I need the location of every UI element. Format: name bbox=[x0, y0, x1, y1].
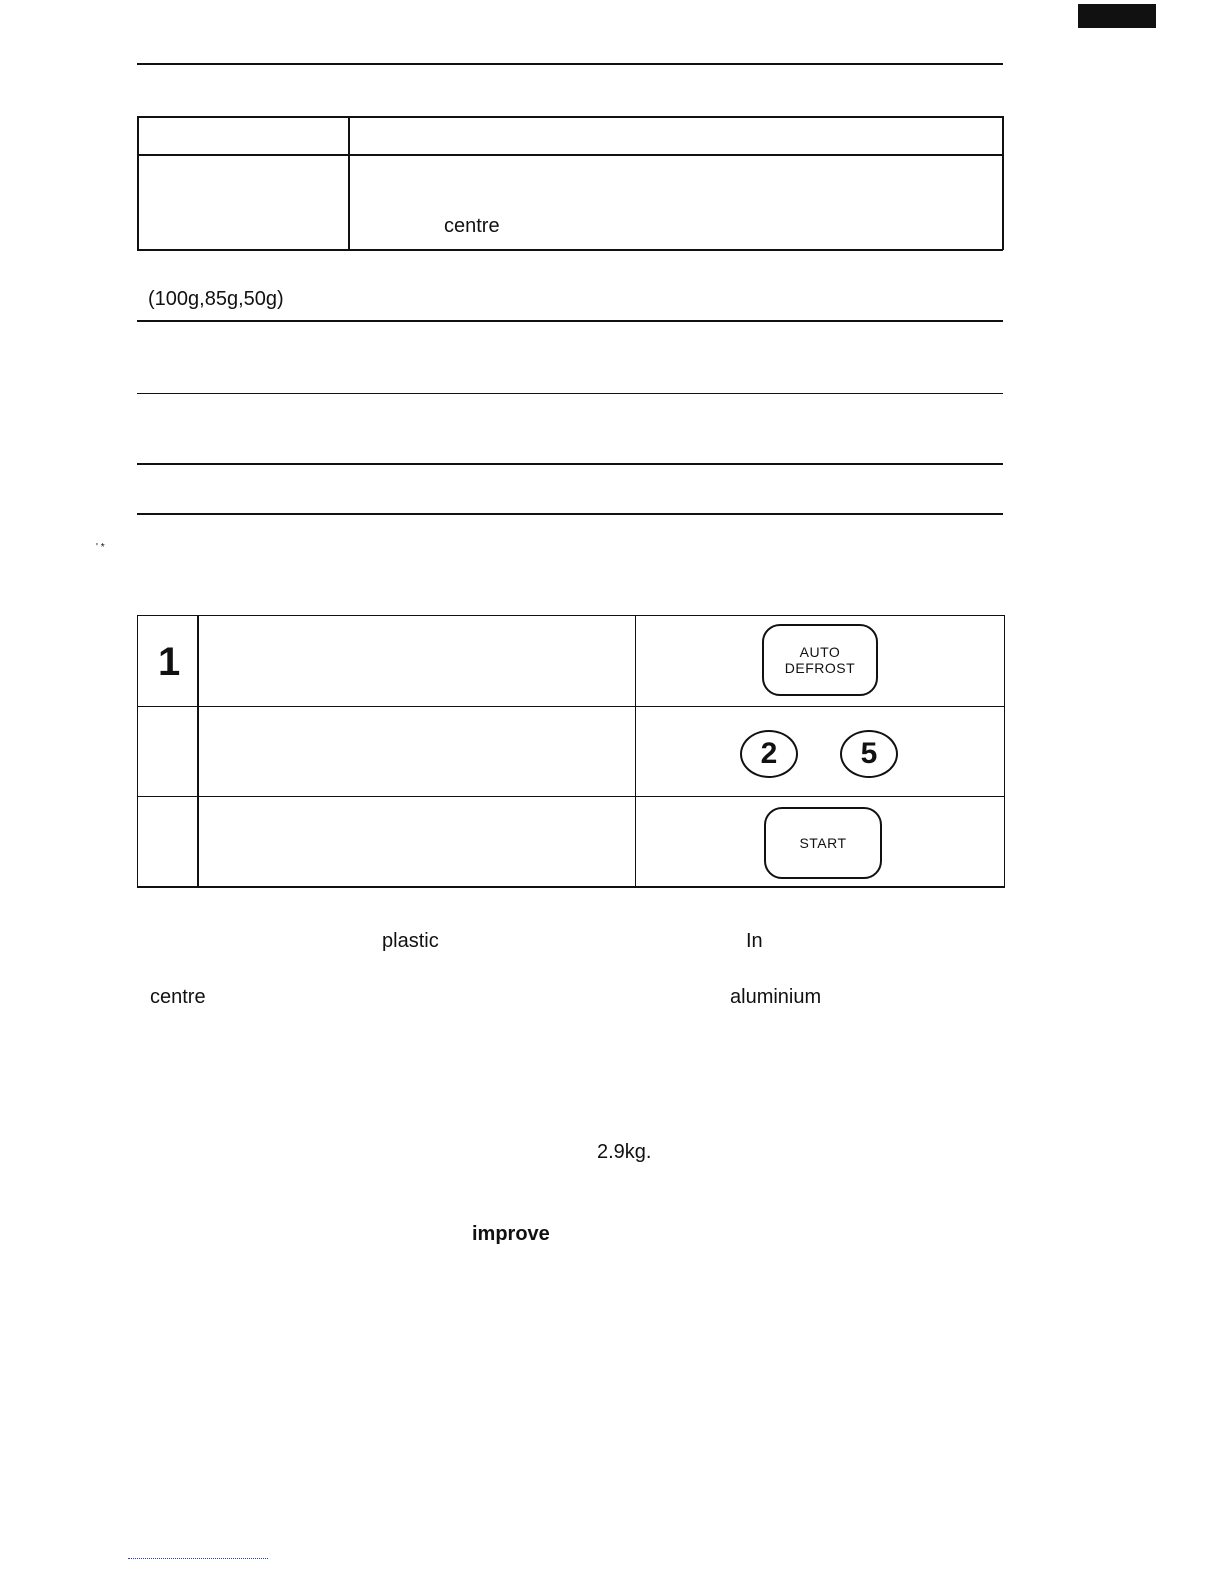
table-1-cell-text: centre bbox=[444, 215, 500, 237]
top-rule bbox=[137, 63, 1003, 65]
auto-defrost-button[interactable] bbox=[762, 624, 878, 696]
word-aluminium: aluminium bbox=[730, 986, 822, 1008]
stray-marks: ' * bbox=[96, 542, 105, 553]
step-1-number: 1 bbox=[158, 640, 181, 684]
auto-defrost-label-line1: AUTO bbox=[799, 643, 841, 660]
rule-3 bbox=[137, 463, 1003, 465]
table-1-bottom-border bbox=[137, 249, 1003, 251]
steps-right-border bbox=[1004, 615, 1005, 888]
start-button[interactable] bbox=[764, 807, 882, 879]
rule-1 bbox=[137, 320, 1003, 322]
word-centre: centre bbox=[150, 986, 206, 1008]
table-1-right-border bbox=[1002, 116, 1004, 250]
steps-key-divider bbox=[635, 615, 636, 888]
table-1-left-border bbox=[137, 116, 139, 250]
word-plastic: plastic bbox=[382, 930, 439, 952]
bottom-dotted-line bbox=[128, 1558, 268, 1559]
weight-value: 2.9kg. bbox=[597, 1141, 652, 1163]
steps-bottom-border bbox=[137, 886, 1005, 888]
table-1-divider bbox=[348, 116, 350, 250]
steps-number-divider bbox=[197, 615, 199, 888]
steps-row-border-1 bbox=[137, 706, 1005, 707]
table-1-top-border bbox=[137, 116, 1003, 118]
start-label: START bbox=[799, 834, 847, 851]
digit-5-label: 5 bbox=[860, 737, 878, 770]
steps-top-border bbox=[137, 615, 1005, 616]
page-corner-tab bbox=[1078, 4, 1156, 28]
rule-2 bbox=[137, 393, 1003, 394]
table-1-header-border bbox=[137, 154, 1003, 156]
digit-5-button[interactable] bbox=[840, 730, 898, 778]
auto-defrost-label-line2: DEFROST bbox=[784, 660, 856, 676]
word-in: In bbox=[746, 930, 763, 952]
weights-text: (100g,85g,50g) bbox=[148, 288, 284, 310]
rule-4 bbox=[137, 513, 1003, 515]
digit-2-button[interactable] bbox=[740, 730, 798, 778]
steps-row-border-2 bbox=[137, 796, 1005, 797]
word-improve: improve bbox=[472, 1223, 550, 1245]
digit-2-label: 2 bbox=[760, 737, 778, 770]
steps-left-border bbox=[137, 615, 138, 888]
